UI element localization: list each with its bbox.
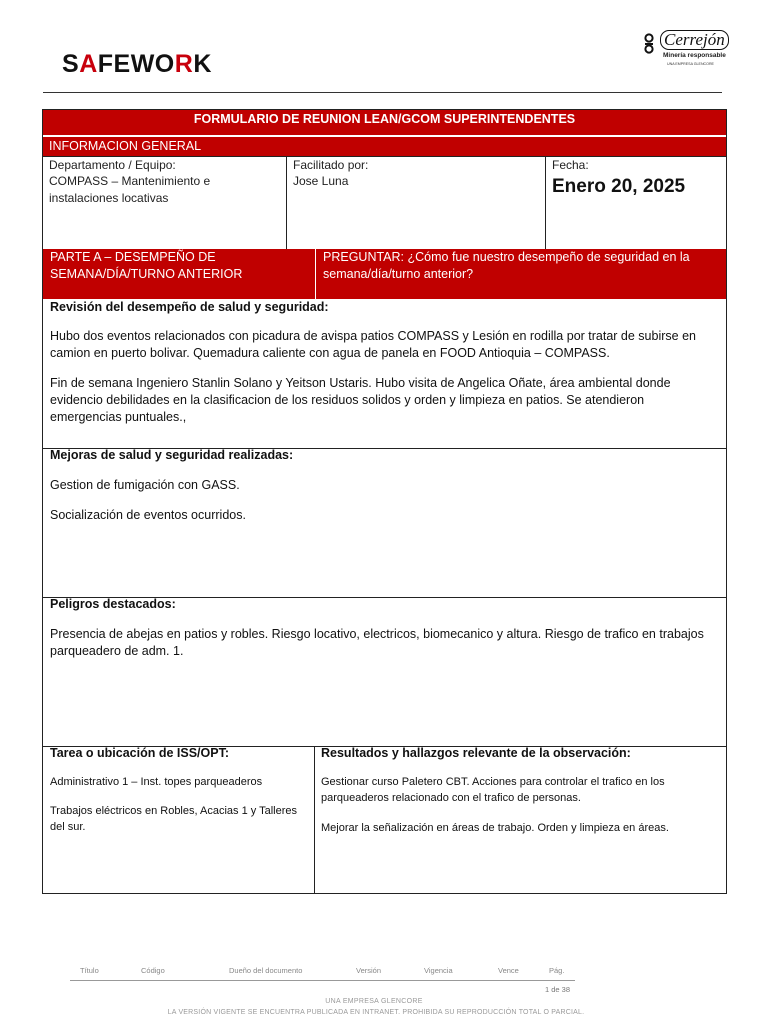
- task-heading: Tarea o ubicación de ISS/OPT:: [50, 746, 229, 760]
- footer-page-label: Pág.: [549, 966, 565, 975]
- improvements-paragraph-2: Socialización de eventos ocurridos.: [50, 508, 246, 522]
- review-paragraph-2: Fin de semana Ingeniero Stanlin Solano y Yeitson Ustaris. Hubo visita de Angelica Oñate, área ambiental donde evidencio debilidades en la clasificacion de los residuos solidos y orden y limpieza en patios. Se atendieron emergencias puntuales.,: [50, 376, 671, 424]
- review-paragraph-1: Hubo dos eventos relacionados con picadura de avispa patios COMPASS y Lesión en rodilla por tratar de subirse en camion en puerto bolivar. Quemadura caliente con agua de panela en FOOD Antioquia – COMPASS.: [50, 329, 696, 360]
- department-label: Departamento / Equipo:: [49, 158, 176, 172]
- hazards-heading: Peligros destacados:: [50, 597, 176, 611]
- results-item-1: Gestionar curso Paletero CBT. Acciones para controlar el trafico en los parqueaderos relacionado con el trafico de personas.: [321, 776, 665, 804]
- footer-columns: [70, 966, 575, 978]
- facilitator-value: Jose Luna: [293, 174, 349, 188]
- divider: [314, 746, 315, 894]
- cerrejon-subtitle: UNA EMPRESA GLENCORE: [667, 62, 714, 66]
- divider: [286, 156, 287, 249]
- cerrejon-logo: [640, 30, 726, 72]
- footer-notice: LA VERSIÓN VIGENTE SE ENCUENTRA PUBLICADA EN INTRANET. PROHIBIDA SU REPRODUCCIÓN TOTAL O PARCIAL.: [167, 1009, 585, 1016]
- results-heading: Resultados y hallazgos relevante de la observación:: [321, 746, 631, 760]
- cerrejon-wordmark: Cerrejón: [660, 30, 729, 50]
- review-heading: Revisión del desempeño de salud y seguridad:: [50, 300, 329, 314]
- improvements-paragraph-1: Gestion de fumigación con GASS.: [50, 478, 240, 492]
- footer-validity: Vigencia: [424, 966, 453, 975]
- footer-page-number: 1 de 38: [544, 985, 570, 994]
- part-a-header: PARTE A – DESEMPEÑO DE SEMANA/DÍA/TURNO ANTERIOR: [43, 249, 315, 299]
- improvements-heading: Mejoras de salud y seguridad realizadas:: [50, 448, 294, 462]
- form-title: FORMULARIO DE REUNION LEAN/GCOM SUPERINTENDENTES: [43, 110, 726, 136]
- hazards-paragraph-1: Presencia de abejas en patios y robles. Riesgo locativo, electricos, biomecanico y altura. Riesgo de trafico en trabajos parqueadero de adm. 1.: [50, 627, 704, 658]
- task-item-1: Administrativo 1 – Inst. topes parqueaderos: [50, 776, 263, 788]
- date-value: Enero 20, 2025: [552, 176, 686, 197]
- meeting-form: [42, 109, 727, 894]
- footer-company: UNA EMPRESA GLENCORE: [325, 998, 423, 1005]
- safework-logo: SAFEWORK: [62, 50, 212, 78]
- cerrejon-mark-icon: [643, 33, 655, 55]
- footer-divider: [70, 980, 575, 981]
- cerrejon-tagline: Minería responsable: [663, 52, 726, 59]
- footer-title: Título: [80, 966, 99, 975]
- facilitator-label: Facilitado por:: [293, 158, 369, 172]
- date-label: Fecha:: [552, 158, 589, 172]
- footer-code: Código: [141, 966, 165, 975]
- part-a-question: PREGUNTAR: ¿Cómo fue nuestro desempeño de seguridad en la semana/día/turno anterior?: [315, 249, 726, 299]
- task-item-2: Trabajos eléctricos en Robles, Acacias 1 y Talleres del sur.: [50, 805, 298, 833]
- footer-owner: Dueño del documento: [229, 966, 303, 975]
- department-value: COMPASS – Mantenimiento e instalaciones locativas: [49, 174, 211, 205]
- results-item-2: Mejorar la señalización en áreas de trabajo. Orden y limpieza en áreas.: [321, 822, 669, 834]
- header-divider: [43, 92, 722, 93]
- general-info-header: INFORMACION GENERAL: [43, 137, 726, 156]
- footer-version: Versión: [356, 966, 382, 975]
- divider: [545, 156, 546, 249]
- footer-expires: Vence: [498, 966, 519, 975]
